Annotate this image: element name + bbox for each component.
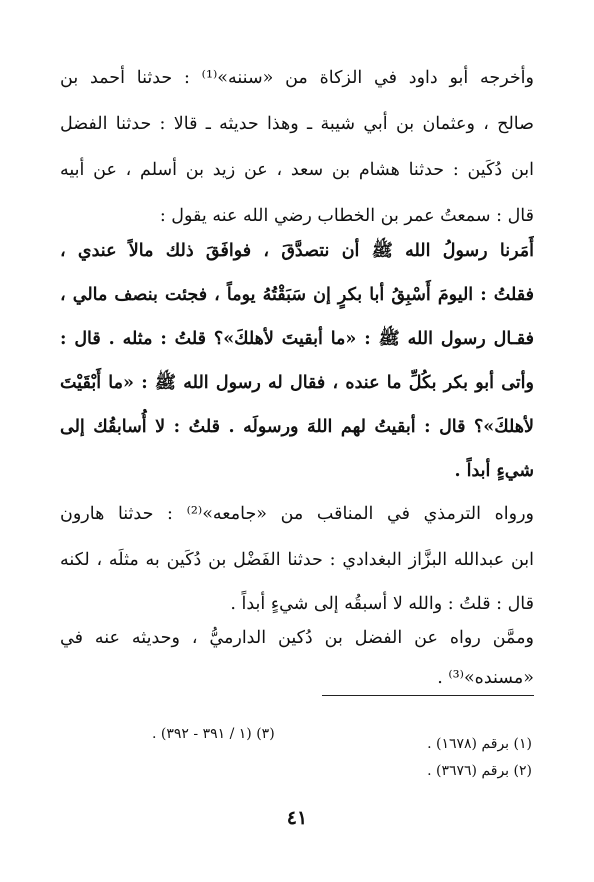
hadith-text-line: وأتى أبو بكر بكُلِّ ما عنده ، فقال له رسول الله ﷺ : «ما أَبْقَيْتَ bbox=[60, 373, 534, 393]
hadith-text-line: فقـال رسول الله ﷺ : «ما أبقيتَ لأهلكَ»؟ قلتُ : مثله . قال : bbox=[60, 329, 534, 349]
page-number: ٤١ bbox=[286, 807, 308, 829]
hadith-text-line: فقلتُ : اليومَ أَسْبِقُ أبا بكرٍ إن سَبَقْتُهُ يوماً ، فجئت بنصف مالي ، bbox=[60, 285, 534, 305]
text-line: قال : سمعتُ عمر بن الخطاب رضي الله عنه يقول : bbox=[159, 206, 534, 226]
text-line: ابن دُكَين : حدثنا هشام بن سعد ، عن زيد بن أسلم ، عن أبيه bbox=[60, 160, 534, 180]
footnote-2: (٢) برقم (٣٦٧٦) . bbox=[427, 763, 532, 779]
text-line: وممَّن رواه عن الفضل بن دُكين الدارميُّ ، وحديثه عنه في bbox=[60, 628, 534, 648]
footnote-separator bbox=[322, 695, 534, 696]
hadith-text-line: شيءٍ أبداً . bbox=[454, 461, 534, 481]
text-line: قال : قلتُ : والله لا أسبقُه إلى شيءٍ أبداً . bbox=[230, 594, 534, 614]
footnote-1: (١) برقم (١٦٧٨) . bbox=[427, 736, 532, 752]
text-line: وأخرجه أبو داود في الزكاة من «سننه»⁽¹⁾ : حدثنا أحمد بن bbox=[60, 68, 534, 88]
text-line: «مسنده»⁽³⁾ . bbox=[437, 668, 534, 688]
text-line: ورواه الترمذي في المناقب من «جامعه»⁽²⁾ : حدثنا هارون bbox=[60, 504, 534, 524]
hadith-text-line: أَمَرنا رسولُ الله ﷺ أن نتصدَّقَ ، فوافَقَ ذلك مالاً عندي ، bbox=[60, 241, 534, 261]
footnote-3: (٣) (١ / ٣٩١ - ٣٩٢) . bbox=[152, 726, 275, 742]
hadith-text-line: لأهلكَ»؟ قال : أبقيتُ لهم اللهَ ورسولَه . قلتُ : لا أُسابقُك إلى bbox=[60, 417, 534, 437]
text-line: ابن عبدالله البزَّاز البغدادي : حدثنا الفَضْل بن دُكَين به مثلَه ، لكنه bbox=[60, 550, 534, 570]
text-line: صالح ، وعثمان بن أبي شيبة ـ وهذا حديثه ـ قالا : حدثنا الفضل bbox=[60, 114, 534, 134]
